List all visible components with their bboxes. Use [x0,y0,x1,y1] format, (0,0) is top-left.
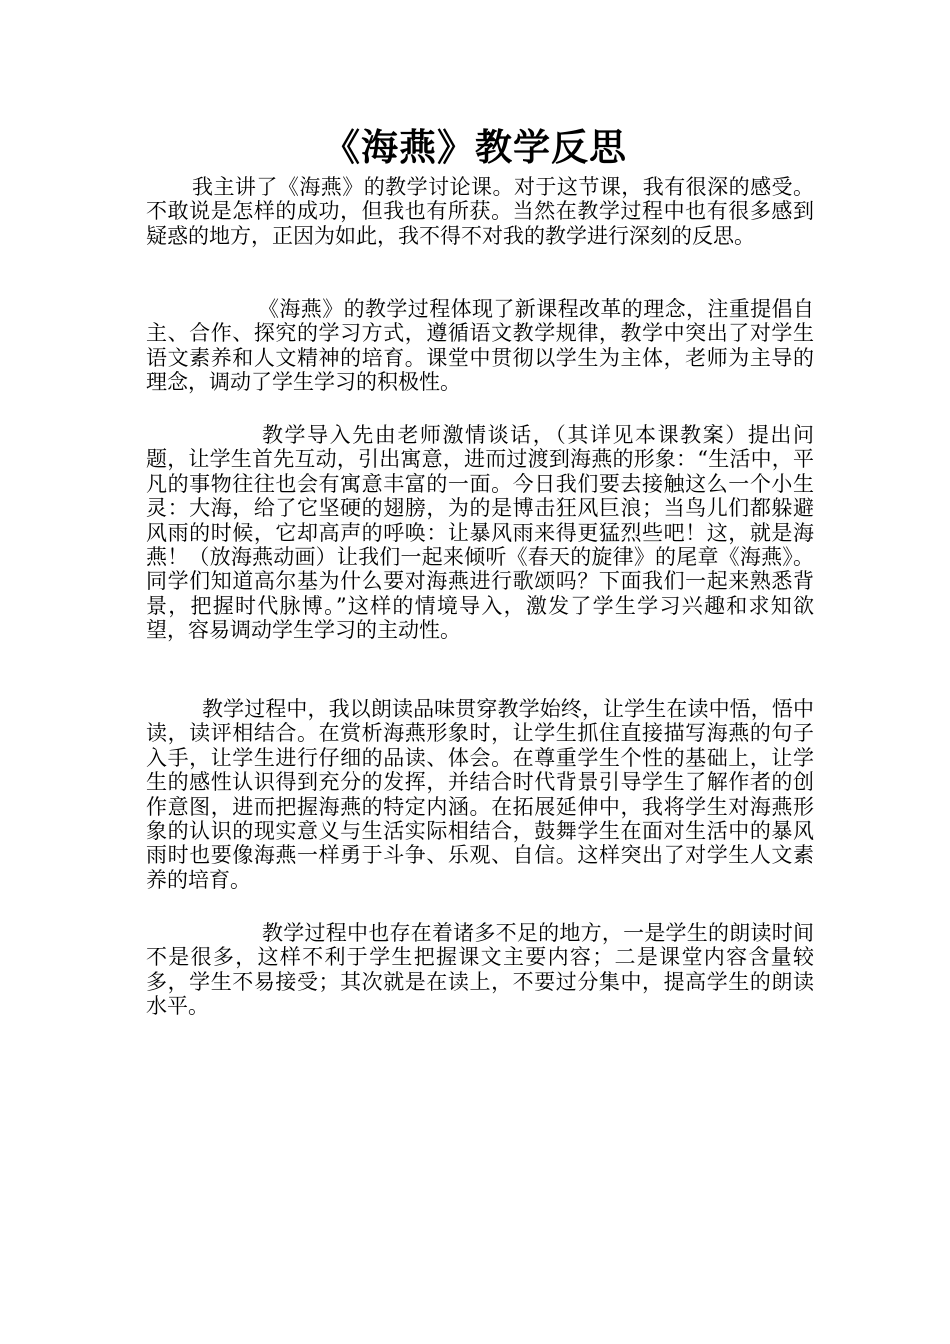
paragraph-teaching-process: 教学过程中，我以朗读品味贯穿教学始终，让学生在读中悟，悟中读，读评相结合。在赏析海燕形象时，让学生抓住直接描写海燕的句子入手，让学生进行仔细的品读、体会。在尊重学生个性的基础上，让学生的感性认识得到充分的发挥，并结合时代背景引导学生了解作者的创作意图，进而把握海燕的特定内涵。在拓展延伸中，我将学生对海燕形象的认识的现实意义与生活实际相结合，鼓舞学生在面对生活中的暴风雨时也要像海燕一样勇于斗争、乐观、自信。这样突出了对学生人文素养的培育。 [146,697,814,892]
document-title: 《海燕》教学反思 [323,126,627,169]
paragraph-shortcomings: 教学过程中也存在着诸多不足的地方，一是学生的朗读时间不是很多，这样不利于学生把握课文主要内容；二是课堂内容含量较多，学生不易接受；其次就是在读上，不要过分集中，提高学生的朗读水平。 [146,921,814,1019]
paragraph-intro: 我主讲了《海燕》的教学讨论课。对于这节课，我有很深的感受。不敢说是怎样的成功，但我也有所获。当然在教学过程中也有很多感到疑惑的地方，正因为如此，我不得不对我的教学进行深刻的反思。 [146,175,814,248]
paragraph-introduction-method: 教学导入先由老师激情谈话，（其详见本课教案）提出问题，让学生首先互动，引出寓意，进而过渡到海燕的形象：“生活中，平凡的事物往往也会有寓意丰富的一面。今日我们要去接触这么一个小生灵：大海，给了它坚硬的翅膀，为的是博击狂风巨浪；当鸟儿们都躲避风雨的时候，它却高声的呼唤：让暴风雨来得更猛烈些吧！这，就是海燕！（放海燕动画）让我们一起来倾听《春天的旋律》的尾章《海燕》。同学们知道高尔基为什么要对海燕进行歌颂吗？下面我们一起来熟悉背景，把握时代脉博。”这样的情境导入，激发了学生学习兴趣和求知欲望，容易调动学生学习的主动性。 [146,423,814,643]
paragraph-concept: 《海燕》的教学过程体现了新课程改革的理念，注重提倡自主、合作、探究的学习方式，遵循语文教学规律，教学中突出了对学生语文素养和人文精神的培育。课堂中贯彻以学生为主体，老师为主导的理念，调动了学生学习的积极性。 [146,297,814,395]
